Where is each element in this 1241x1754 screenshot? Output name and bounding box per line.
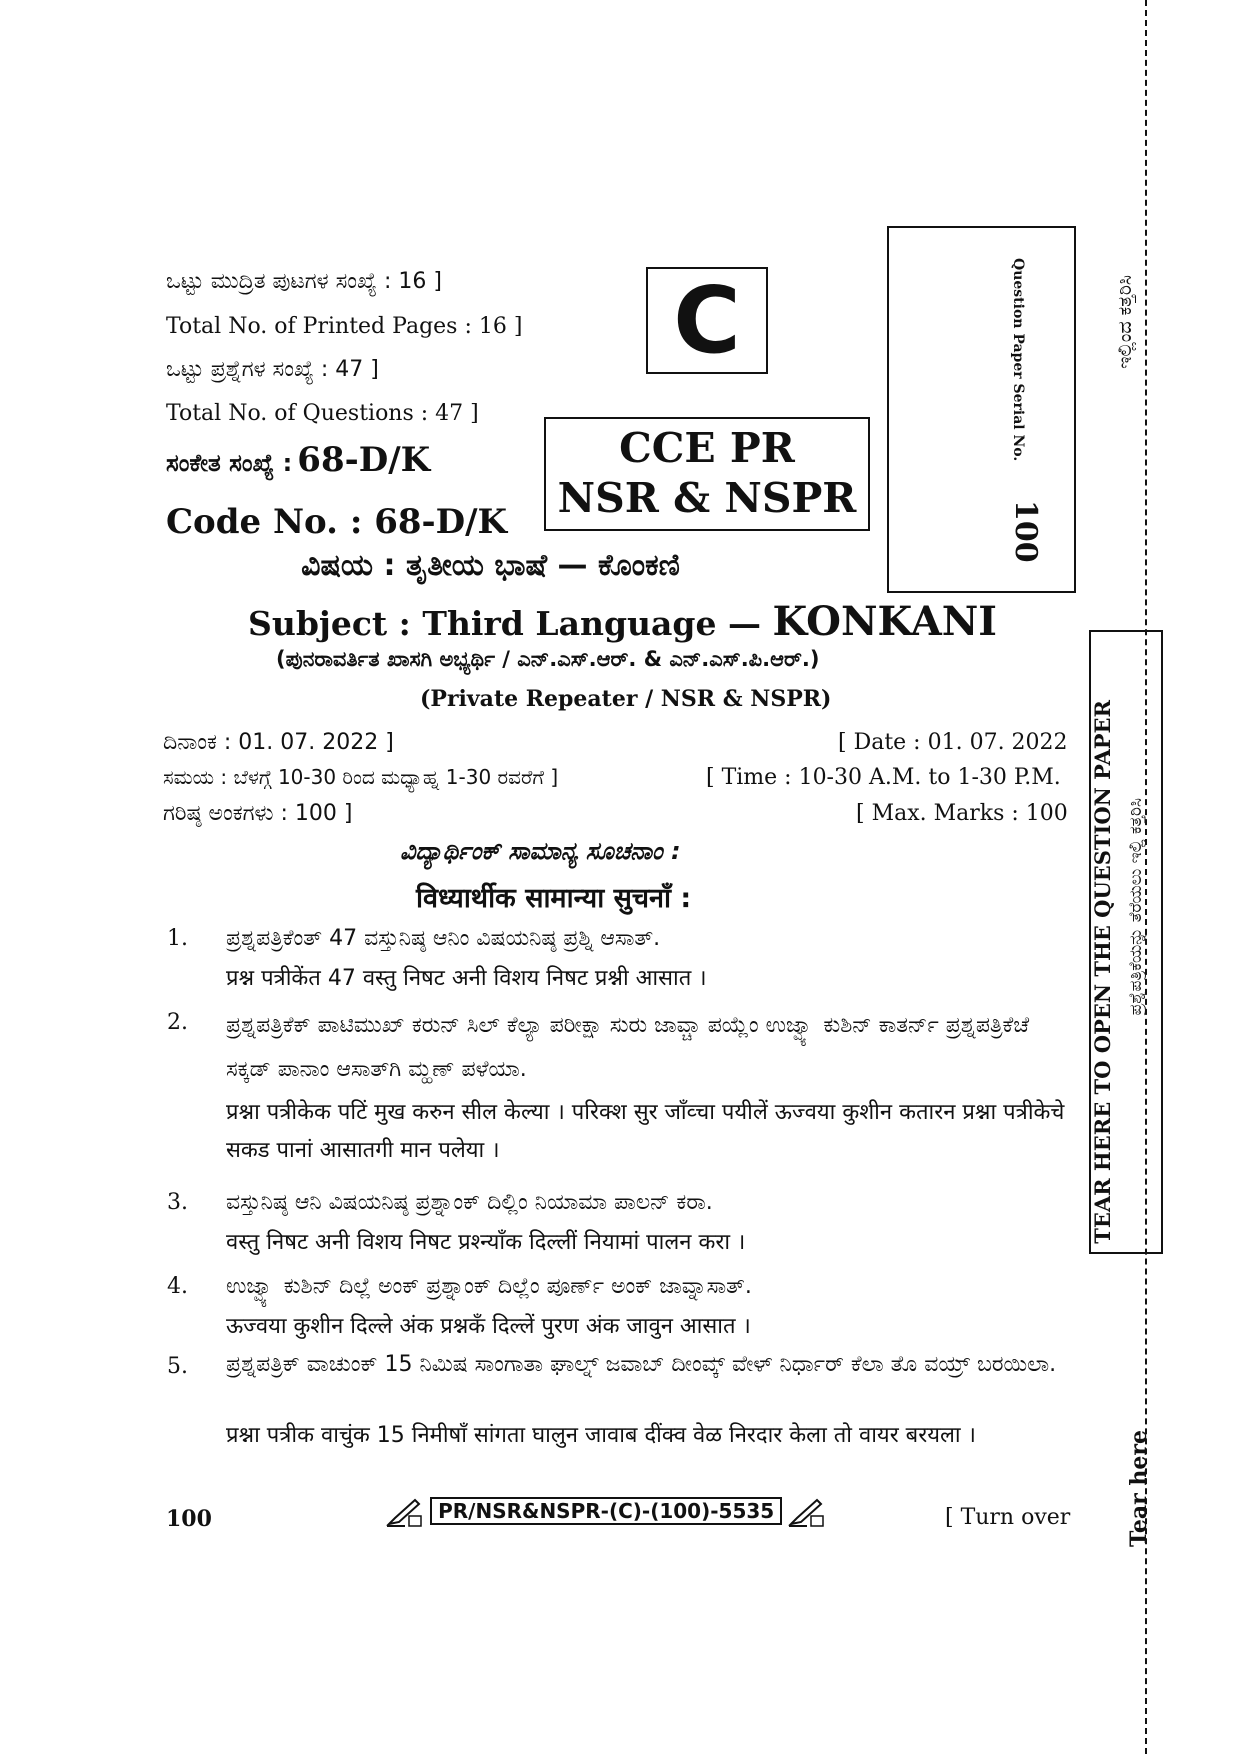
instruction-dev: ऊज्वया कुशीन दिल्ले अंक प्रश्नकँ दिल्लें पुरण अंक जावुन आसात । (226, 1314, 751, 1339)
kn-date: ದಿನಾಂಕ : 01. 07. 2022 ] (163, 730, 394, 755)
kn-total-questions: ಒಟ್ಟು ಪ್ರಶ್ನೆಗಳ ಸಂಖ್ಯೆ : 47 ] (166, 357, 379, 382)
pen-icon (787, 1498, 827, 1528)
paper-version-box: C (646, 267, 768, 374)
footer-paper-code: PR/NSR&NSPR-(C)-(100)-5535 (430, 1497, 782, 1525)
exam-type-line1: CCE PR (619, 424, 795, 472)
en-total-questions: Total No. of Questions : 47 ] (166, 401, 479, 426)
instruction-dev: वस्तु निषट अनी विशय निषट प्रश्न्याँक दिल्लीं नियामां पालन करा । (226, 1230, 746, 1255)
kn-code-no (166, 440, 430, 480)
instructions-heading-dev: विध्यार्थीक सामान्या सुचनाँ : (416, 883, 692, 914)
kn-code-label: ಸಂಕೇತ ಸಂಖ್ಯೆ : (166, 449, 293, 477)
subject-kn: ವಿಷಯ : ತೃತೀಯ ಭಾಷೆ — ಕೊಂಕಣಿ (301, 548, 680, 583)
instruction-kn: ಪ್ರಶ್ನಪತ್ರಿಕೆಂತ್ 47 ವಸ್ತುನಿಷ್ಠ ಆನಿಂ ವಿಷಯನಿಷ್ಠ ಪ್ರಶ್ನಿ ಆಸಾತ್. (226, 926, 661, 951)
en-max-marks: [ Max. Marks : 100 (856, 801, 1068, 826)
pen-icon (385, 1498, 425, 1528)
instruction-number: 3. (167, 1190, 188, 1215)
instruction-kn: ಪ್ರಶ್ನಪತ್ರಿಕೆಕ್ ಪಾಟಿಮುಖ್ ಕರುನ್ ಸಿಲ್ ಕೆಲ್ಯಾ ಪರೀಕ್ಷಾ ಸುರು ಜಾವ್ಚಾ ಪಯ್ಲೆಂ ಉಜ್ವ್ಯಾ ಕುಶಿನ್ ಕಾತರ್ನ್ ಪ್ರಶ್ನಪತ್ರಿಕೆಚೆ ಸಕ್ಕಡ್ ಪಾನಾಂ ಆಸಾತ್‌ಗಿ ಮ್ಹಣ್ ಪಳೆಯಾ. (226, 1013, 1030, 1082)
instructions-heading-kn: ವಿದ್ಯಾರ್ಥಿಂಕ್ ಸಾಮಾನ್ಯ ಸೂಚನಾಂ : (400, 837, 681, 865)
candidate-type-en: (Private Repeater / NSR & NSPR) (420, 686, 832, 712)
instruction-dev: प्रश्ना पत्रीकेक पटिं मुख करुन सील केल्या । परिक्श सुर जाँव्चा पयीलें ऊज्वया कुशीन कतारन प्रश्ना पत्रीकेचे सकड पानां आसातगी मान पलेया । (226, 1100, 1065, 1163)
instruction-kn: ವಸ್ತುನಿಷ್ಠ ಆನಿ ವಿಷಯನಿಷ್ಠ ಪ್ರಶ್ನಾಂಕ್ ದಿಲ್ಲಿಂ ನಿಯಾಮಾ ಪಾಲನ್ ಕರಾ. (226, 1190, 713, 1215)
exam-type-box (544, 417, 870, 531)
kn-time: ಸಮಯ : ಬೆಳಗ್ಗೆ 10-30 ರಿಂದ ಮಧ್ಯಾಹ್ನ 1-30 ರವರೆಗೆ ] (163, 765, 559, 789)
kn-max-marks: ಗರಿಷ್ಠ ಅಂಕಗಳು : 100 ] (163, 801, 353, 826)
tear-instruction-en: TEAR HERE TO OPEN THE QUESTION PAPER (1090, 700, 1115, 1244)
subject-en-prefix: Subject : Third Language — (248, 604, 761, 643)
cut-here-label: ಇಲ್ಲಿಂದ ಕತ್ತರಿಸಿ (1114, 275, 1136, 369)
en-time: [ Time : 10-30 A.M. to 1-30 P.M. (706, 765, 1061, 790)
instruction-dev: प्रश्ना पत्रीक वाचुंक 15 निमीषाँ सांगता घालुन जावाब दींक्व वेळ निरदार केला तो वायर बरयला । (226, 1423, 976, 1448)
instruction-number: 2. (167, 1010, 188, 1035)
en-code-no: Code No. : 68-D/K (166, 502, 508, 542)
exam-type-line2: NSR & NSPR (557, 474, 857, 522)
subject-language: KONKANI (772, 598, 998, 645)
tear-here-label: Tear here (1126, 1430, 1152, 1547)
turn-over-label: [ Turn over (945, 1505, 1071, 1530)
instruction-dev: प्रश्न पत्रीकेंत 47 वस्तु निषट अनी विशय निषट प्रश्नी आसात । (226, 966, 707, 991)
subject-en (248, 598, 997, 645)
en-date: [ Date : 01. 07. 2022 (838, 730, 1068, 755)
kn-code-value: 68-D/K (297, 440, 431, 480)
serial-number-box (887, 226, 1076, 593)
kn-printed-pages: ಒಟ್ಟು ಮುದ್ರಿತ ಪುಟಗಳ ಸಂಖ್ಯೆ : 16 ] (166, 269, 442, 294)
tear-instruction-kn: ಪ್ರಶ್ನೆಪತ್ರಿಕೆಯನ್ನು ತೆರೆಯಲು ಇಲ್ಲಿ ಕತ್ತರಿಸಿ (1126, 798, 1146, 1016)
instruction-number: 4. (167, 1274, 188, 1299)
candidate-type-kn: (ಪುನರಾವರ್ತಿತ ಖಾಸಗಿ ಅಭ್ಯರ್ಥಿ / ಎನ್.ಎಸ್.ಆರ್. & ಎನ್.ಎಸ್.ಪಿ.ಆರ್.) (276, 647, 820, 671)
footer-code-group (385, 1498, 827, 1528)
serial-number-value: 100 (1008, 500, 1043, 563)
instruction-number: 5. (167, 1354, 188, 1379)
instruction-number: 1. (167, 926, 188, 951)
instruction-kn: ಉಜ್ವ್ಯಾ ಕುಶಿನ್ ದಿಲ್ಲೆ ಅಂಕ್ ಪ್ರಶ್ನಾಂಕ್ ದಿಲ್ಲೆಂ ಪೂರ್ಣ್ ಅಂಕ್ ಜಾವ್ನಾಸಾತ್. (226, 1274, 752, 1299)
en-printed-pages: Total No. of Printed Pages : 16 ] (166, 314, 523, 339)
page-number: 100 (166, 1506, 212, 1532)
serial-number-label: Question Paper Serial No. (1010, 258, 1026, 462)
instruction-kn: ಪ್ರಶ್ನಪತ್ರಿಕ್ ವಾಚುಂಕ್ 15 ನಿಮಿಷ ಸಾಂಗಾತಾ ಘಾಲ್ನ್ ಜವಾಬ್ ದೀಂವ್ಕ್ ವೇಳ್ ನಿರ್ಧಾರ್ ಕೆಲಾ ತೊ ವಯ್ರ್ ಬರಯಿಲಾ. (226, 1352, 1057, 1377)
